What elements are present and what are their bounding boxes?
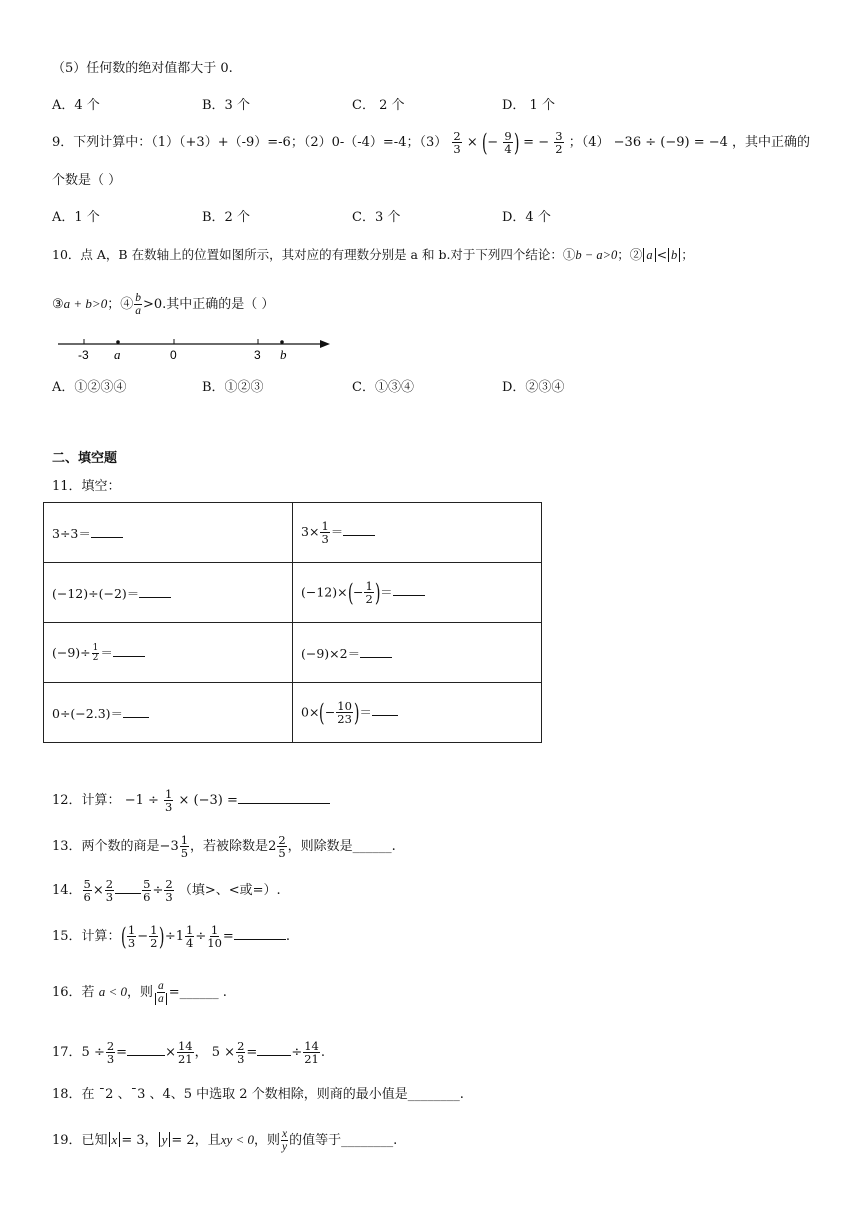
axis-label-3: 3 — [254, 348, 261, 362]
q10-c4-suffix: >0.其中正确的是（ ） — [142, 297, 275, 312]
axis-label-0: 0 — [170, 348, 177, 362]
q10-abs-a: a — [643, 248, 655, 262]
q9-eq: = — [523, 135, 535, 150]
q19-abs-y: y — [159, 1132, 171, 1147]
q13-whole: −3 — [159, 839, 179, 854]
q10-option-b: B．①②③ — [202, 380, 264, 395]
q13-whole2: 2 — [268, 839, 277, 854]
q12-expr-b: × (−3) = — [178, 793, 238, 808]
q10-c3: a + b>0 — [63, 296, 108, 311]
question-10 — [52, 246, 694, 264]
axis-label-b: b — [280, 347, 287, 362]
q10-c2-label: ；② — [617, 247, 643, 262]
q9-frac-2-3: $\frac{2}{3}$ — [453, 129, 461, 156]
table-row — [44, 623, 542, 683]
q9-option-b: B．2 个 — [202, 210, 250, 225]
question-14: 14． $\frac{5}{6}$ × $\frac{2}{3}$ $\frac{5}{6}$ ÷ $\frac{2}{3}$ （填>、<或=）. — [52, 877, 281, 904]
q10-abs-b: b — [668, 248, 680, 262]
q17-end: . — [320, 1045, 325, 1060]
q15-prefix: 15．计算： — [52, 929, 121, 944]
q10-sep: ； — [681, 247, 694, 262]
q9-option-a: A．1 个 — [52, 210, 100, 225]
question-18: 18．在 ¯2 、¯3 、4、5 中选取 2 个数相除，则商的最小值是________. — [52, 1087, 464, 1102]
q11-table — [43, 502, 542, 743]
question-19: 19．已知 x = 3， y = 2，且xy < 0，则 $\frac{x}{y}$ 的值等于________. — [52, 1128, 398, 1153]
q8-option-b: B．3 个 — [202, 98, 250, 113]
q9-minus: − — [487, 135, 499, 150]
q13-prefix: 13．两个数的商是 — [52, 839, 160, 854]
question-9: 9．下列计算中：（1）（+3）+（-9）=-6；（2）0-（-4）=-4；（3） $\frac{2}{3}$ × (− $\frac{9}{4}$ ) = − $\frac{3}{2}$ ；（4） −36 ÷ (−9) = −4 ，其中正确的 — [52, 128, 811, 157]
question-12: 12．计算： −1 ÷ $\frac{1}{3}$ × (−3) = — [52, 788, 330, 813]
q9-suffix: ，其中正确的 — [732, 135, 811, 150]
q14-prefix: 14． — [52, 883, 82, 898]
q12-expr-a: −1 ÷ — [124, 793, 159, 808]
section-title: 二、填空题 — [52, 451, 118, 466]
question-15: 15．计算：( $\frac{1}{3}$ − $\frac{1}{2}$ )÷1 $\frac{1}{4}$ ÷ $\frac{1}{10}$ = . — [52, 922, 290, 951]
q8-option-d: D． 1 个 — [502, 98, 555, 113]
q14-suffix: （填>、<或=）. — [178, 883, 281, 898]
q9-line2: 个数是（ ） — [52, 173, 122, 188]
q8-option-a: A．4 个 — [52, 98, 100, 113]
q8-option-c: C． 2 个 — [352, 98, 405, 113]
q9-frac-3-2: $\frac{3}{2}$ — [555, 129, 563, 156]
q15-suffix: . — [285, 929, 290, 944]
q17-sep: ， — [194, 1045, 208, 1060]
question-16: 16．若 a < 0，则 $\frac{a}{a}$ =______ . — [52, 980, 227, 1005]
q9-minus2: − — [538, 135, 550, 150]
q12-prefix: 12．计算： — [52, 793, 121, 808]
q10-line2 — [52, 292, 274, 317]
q10-option-a: A．①②③④ — [52, 380, 127, 395]
q19-eq1: = 3， — [121, 1133, 158, 1148]
q10-c4-label: ；④ — [107, 297, 134, 312]
q16-cond: a < 0 — [98, 984, 127, 999]
q19-mid: ，则 — [254, 1133, 281, 1148]
q9-times: × — [466, 135, 478, 150]
q9-frac-9-4: $\frac{9}{4}$ — [504, 129, 512, 156]
cell-1-1: 3÷3＝ — [44, 503, 293, 563]
q16-prefix: 16．若 — [52, 985, 95, 1000]
q13-mid: ，若被除数是 — [190, 839, 269, 854]
q9-item4-expr: −36 ÷ (−9) = −4 — [613, 135, 728, 150]
point-b — [280, 340, 284, 344]
q8-item5: （5）任何数的绝对值都大于 0. — [52, 61, 233, 76]
q9-prefix: 9．下列计算中：（1）（+3）+（-9）=-6；（2）0-（-4）=-4；（3） — [52, 135, 448, 150]
q19-suffix: 的值等于________. — [289, 1133, 398, 1148]
q10-prefix: 10．点 A，B 在数轴上的位置如图所示，其对应的有理数分别是 a 和 b.对于下列四个结论：① — [52, 247, 576, 262]
q10-frac-b-a: $\frac{b}{a}$ — [135, 292, 141, 317]
q10-option-d: D．②③④ — [502, 380, 565, 395]
q10-option-c: C．①③④ — [352, 380, 414, 395]
q19-cond: xy < 0 — [220, 1132, 255, 1147]
cell-3-1: (−9)÷ $\frac{1}{2}$ ＝ — [44, 623, 293, 683]
q9-option-c: C．3 个 — [352, 210, 401, 225]
axis-label-neg3: -3 — [78, 348, 89, 362]
cell-2-1: (−12)÷(−2)＝ — [44, 563, 293, 623]
table-row — [44, 683, 542, 743]
q19-eq2: = 2，且 — [171, 1133, 221, 1148]
q10-c1: b − a>0 — [575, 248, 618, 262]
q11-label: 11．填空： — [52, 479, 121, 494]
number-line — [56, 332, 336, 364]
q10-c3-label: ③ — [52, 297, 64, 312]
q13-suffix: ，则除数是______. — [287, 839, 396, 854]
q16-suffix: =______ . — [168, 985, 227, 1000]
q9-option-d: D．4 个 — [502, 210, 551, 225]
point-a — [116, 340, 120, 344]
question-13: 13．两个数的商是−3 $\frac{1}{5}$ ，若被除数是2 $\frac{2}{5}$ ，则除数是______. — [52, 833, 396, 860]
axis-label-a: a — [114, 347, 121, 362]
q10-lt: < — [656, 247, 668, 262]
question-17: 17．5 ÷ $\frac{2}{3}$ = × $\frac{14}{21}$ ， 5 × $\frac{2}{3}$ = ÷ $\frac{14}{21}$ . — [52, 1039, 325, 1066]
q19-prefix: 19．已知 — [52, 1133, 108, 1148]
q17-prefix: 17． — [52, 1045, 82, 1060]
q16-mid: ，则 — [126, 985, 153, 1000]
cell-4-1: 0÷(−2.3)＝ — [44, 683, 293, 743]
cell-4-2: 0×(− $\frac{10}{23}$ )＝ — [293, 683, 542, 743]
q19-abs-x: x — [109, 1132, 121, 1147]
cell-3-2: (−9)×2＝ — [293, 623, 542, 683]
table-row — [44, 563, 542, 623]
q9-item4-label: ；（4） — [568, 135, 610, 150]
table-row — [44, 503, 542, 563]
cell-1-2: 3× $\frac{1}{3}$ ＝ — [293, 503, 542, 563]
cell-2-2: (−12)×(− $\frac{1}{2}$ )＝ — [293, 563, 542, 623]
